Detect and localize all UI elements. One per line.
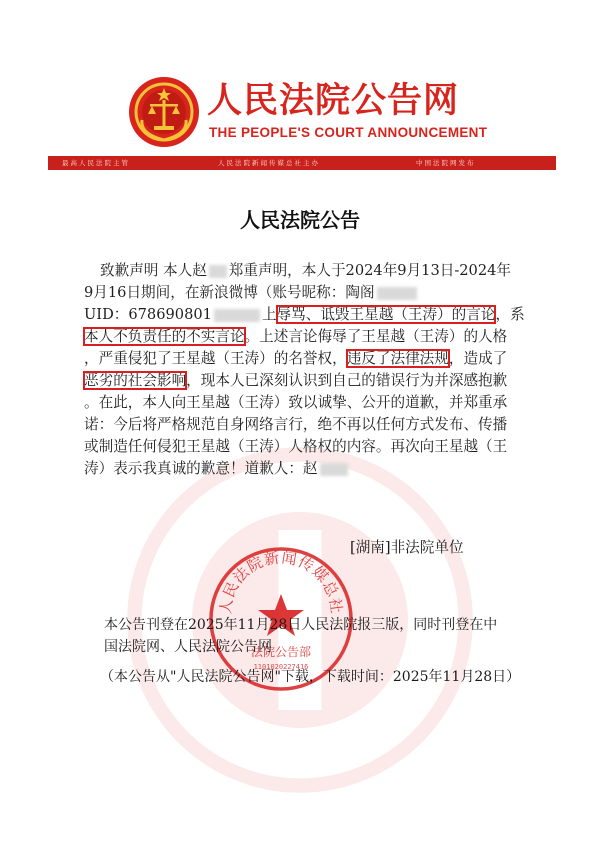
body-text: ，造成了 bbox=[448, 350, 508, 367]
body-text: UID：678690801 bbox=[84, 306, 212, 323]
download-note: （本公告从"人民法院公告网"下载，下载时间：2025年11月28日） bbox=[100, 669, 521, 685]
signature-unit: [湖南]非法院单位 bbox=[350, 539, 464, 556]
body-text: 9月16日期间，在新浪微博（账号昵称：陶阁 bbox=[84, 284, 375, 301]
body-line-5 bbox=[84, 348, 507, 370]
body-line-2 bbox=[84, 282, 419, 304]
body-line-6 bbox=[84, 370, 507, 392]
highlight-false-remarks: 本人不负责任的不实言论 bbox=[84, 328, 245, 345]
highlight-social-impact: 恶劣的社会影响 bbox=[84, 372, 187, 389]
body-text: ，系 bbox=[495, 306, 525, 323]
highlight-insult-remarks: 辱骂、诋毁王星越（王涛）的言论 bbox=[276, 306, 496, 323]
header-band bbox=[48, 156, 556, 170]
body-line-8: 诺：今后将严格规范自身网络言行，绝不再以任何方式发布、传播 bbox=[84, 416, 508, 433]
redacted-name bbox=[209, 265, 227, 278]
body-line-1 bbox=[100, 260, 511, 282]
redacted-uid bbox=[214, 309, 260, 322]
publication-notice-line-1: 本公告刊登在2025年11月28日人民法院报三版，同时刊登在中 bbox=[104, 617, 498, 633]
body-text: 郑重声明，本人于2024年9月13日-2024年 bbox=[228, 262, 511, 279]
body-line-10 bbox=[84, 458, 350, 480]
document-title: 人民法院公告 bbox=[240, 208, 360, 232]
seal-code: 1101020227416 bbox=[253, 663, 309, 671]
body-line-9: 或制造任何侵犯王星越（王涛）人格权的内容。再次向王星越（王 bbox=[84, 438, 508, 455]
body-line-7: 。在此，本人向王星越（王涛）致以诚挚、公开的道歉，并郑重承 bbox=[84, 394, 508, 411]
seal-bottom-text: 法院公告部 bbox=[250, 645, 312, 659]
body-text: ，严重侵犯了王星越（王涛）的名誉权， bbox=[84, 350, 347, 367]
body-line-4 bbox=[84, 326, 507, 348]
site-name-cn: 人民法院公告网 bbox=[207, 81, 460, 121]
redacted-signer bbox=[320, 463, 348, 476]
body-text: ，现本人已深刻认识到自己的错误行为并深感抱歉 bbox=[186, 372, 508, 389]
redacted-nickname bbox=[377, 287, 417, 300]
seal-arc-text: 人民法院新闻传媒总社 bbox=[216, 548, 346, 616]
band-text-publisher: 中国法院网发布 bbox=[416, 159, 476, 167]
body-text: 致歉声明 本人赵 bbox=[100, 262, 207, 279]
court-emblem-icon bbox=[128, 76, 200, 148]
band-text-sponsor: 人民法院新闻传媒总社主办 bbox=[218, 159, 320, 167]
body-line-3 bbox=[84, 304, 525, 326]
band-text-supervisor: 最高人民法院主管 bbox=[62, 159, 130, 167]
body-text: 上 bbox=[261, 306, 277, 323]
highlight-law-violation: 违反了法律法规 bbox=[346, 350, 449, 367]
body-text: 涛）表示我真诚的歉意！道歉人：赵 bbox=[84, 460, 318, 477]
site-name-en: THE PEOPLE'S COURT ANNOUNCEMENT bbox=[209, 125, 488, 140]
publication-notice-line-2: 国法院网、人民法院公告网 bbox=[104, 639, 272, 655]
body-text: 。上述言论侮辱了王星越（王涛）的人格 bbox=[244, 328, 508, 345]
